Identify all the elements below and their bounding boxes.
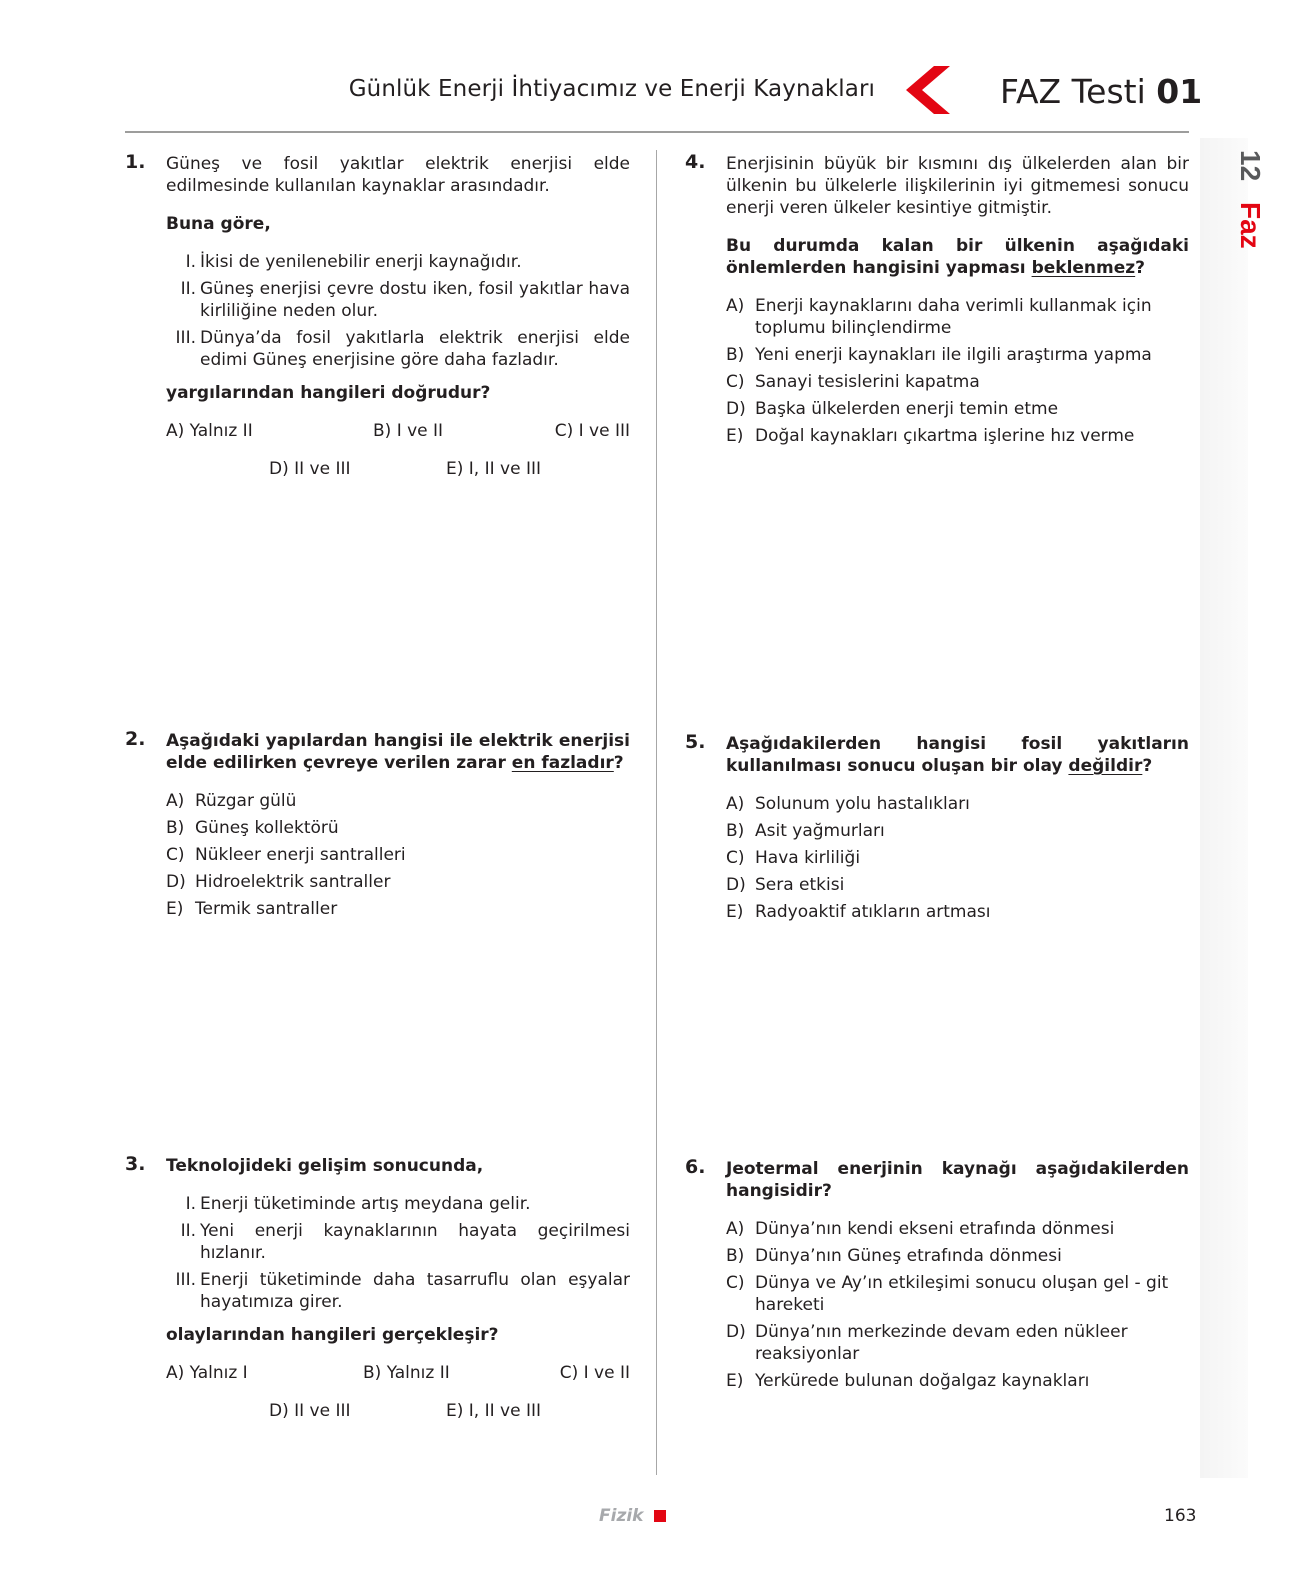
- statement-item: [166, 327, 630, 371]
- option-text: Yerkürede bulunan doğalgaz kaynakları: [755, 1371, 1090, 1391]
- question-5: [726, 733, 1189, 928]
- question-4-options: [726, 295, 1189, 447]
- option-letter: A): [726, 296, 745, 316]
- option-letter: C): [726, 848, 745, 868]
- option-item[interactable]: [726, 1245, 1189, 1267]
- option-b[interactable]: B) I ve II: [373, 421, 444, 441]
- question-6-stem: Jeotermal enerjinin kaynağı aşağıdakilerden hangisidir?: [726, 1159, 1189, 1201]
- statement-numeral: I.: [185, 252, 196, 272]
- question-1-prompt: yargılarından hangileri doğrudur?: [166, 383, 491, 403]
- option-letter: B): [166, 818, 185, 838]
- option-text: Başka ülkelerden enerji temin etme: [755, 399, 1059, 419]
- side-tab-label: [1197, 142, 1266, 272]
- option-item[interactable]: [726, 847, 1189, 869]
- side-band: [1200, 138, 1248, 1478]
- question-4-stem: Enerjisinin büyük bir kısmını dış ülkelerden alan bir ülkenin bu ülkelerle ilişkilerinin iyi gitmemesi sonucu enerji veren ülkeler kesintiye gitmiştir.: [726, 154, 1189, 218]
- option-letter: A): [166, 791, 185, 811]
- question-3-options-row-2: [166, 1400, 630, 1422]
- question-2-stem-end: ?: [613, 753, 624, 773]
- question-3-number: 3.: [125, 1153, 146, 1175]
- option-item[interactable]: [166, 871, 630, 893]
- statement-numeral: II.: [180, 279, 196, 299]
- option-letter: C): [726, 1273, 745, 1293]
- option-item[interactable]: [726, 901, 1189, 923]
- question-5-stem-end: ?: [1142, 756, 1153, 776]
- option-text: Sanayi tesislerini kapatma: [755, 372, 980, 392]
- test-label: [1000, 72, 1202, 111]
- question-1-statements: [166, 251, 630, 371]
- question-2-emphasis: en fazladır: [511, 753, 614, 773]
- option-item[interactable]: [726, 295, 1189, 339]
- question-3-lead: Teknolojideki gelişim sonucunda,: [166, 1156, 484, 1176]
- option-letter: E): [726, 1371, 744, 1391]
- option-letter: B): [726, 1246, 745, 1266]
- option-item[interactable]: [166, 817, 630, 839]
- question-2: [166, 730, 630, 925]
- column-divider: [656, 150, 657, 1475]
- option-text: Güneş kollektörü: [195, 818, 339, 838]
- question-2-number: 2.: [125, 728, 146, 750]
- option-item[interactable]: [166, 790, 630, 812]
- option-item[interactable]: [726, 371, 1189, 393]
- option-text: Asit yağmurları: [755, 821, 885, 841]
- option-item[interactable]: [726, 793, 1189, 815]
- question-1-number: 1.: [125, 151, 146, 173]
- option-item[interactable]: [726, 398, 1189, 420]
- header-divider: [125, 131, 1189, 133]
- option-letter: D): [726, 1322, 746, 1342]
- option-text: Doğal kaynakları çıkartma işlerine hız verme: [755, 426, 1135, 446]
- question-4-emphasis: beklenmez: [1031, 258, 1136, 278]
- option-item[interactable]: [726, 1321, 1189, 1365]
- side-tab-brand: Faz: [1235, 202, 1266, 249]
- option-text: Dünya’nın kendi ekseni etrafında dönmesi: [755, 1219, 1115, 1239]
- statement-text: Güneş enerjisi çevre dostu iken, fosil yakıtlar hava kirliliğine neden olur.: [200, 279, 630, 321]
- option-letter: B): [726, 345, 745, 365]
- statement-numeral: II.: [180, 1221, 196, 1241]
- statement-text: Dünya’da fosil yakıtlarla elektrik enerjisi elde edimi Güneş enerjisine göre daha fazladır.: [200, 328, 630, 370]
- statement-numeral: III.: [175, 1270, 196, 1290]
- statement-text: Enerji tüketiminde daha tasarruflu olan eşyalar hayatımıza girer.: [200, 1270, 630, 1312]
- question-4-prompt-end: ?: [1135, 258, 1146, 278]
- option-text: Radyoaktif atıkların artması: [755, 902, 991, 922]
- option-text: Dünya ve Ay’ın etkileşimi sonucu oluşan gel - git hareketi: [755, 1273, 1169, 1315]
- question-3: [166, 1155, 630, 1422]
- question-3-statements: [166, 1193, 630, 1313]
- option-text: Nükleer enerji santralleri: [195, 845, 406, 865]
- option-item[interactable]: [166, 898, 630, 920]
- option-letter: C): [726, 372, 745, 392]
- option-text: Sera etkisi: [755, 875, 845, 895]
- option-letter: C): [166, 845, 185, 865]
- statement-text: Yeni enerji kaynaklarının hayata geçirilmesi hızlanır.: [200, 1221, 630, 1263]
- question-3-prompt: olaylarından hangileri gerçekleşir?: [166, 1325, 499, 1345]
- option-text: Termik santraller: [195, 899, 338, 919]
- question-2-stem: [166, 730, 630, 774]
- option-text: Dünya’nın Güneş etrafında dönmesi: [755, 1246, 1062, 1266]
- statement-item: [166, 1220, 630, 1264]
- option-item[interactable]: [726, 344, 1189, 366]
- question-1-options-row-2: [166, 458, 630, 480]
- option-item[interactable]: [726, 425, 1189, 447]
- statement-text: Enerji tüketiminde artış meydana gelir.: [200, 1194, 531, 1214]
- option-item[interactable]: [726, 1218, 1189, 1240]
- option-letter: D): [726, 399, 746, 419]
- option-letter: D): [166, 872, 186, 892]
- option-item[interactable]: [166, 844, 630, 866]
- option-item[interactable]: [726, 874, 1189, 896]
- option-c[interactable]: C) I ve III: [554, 421, 630, 441]
- question-5-number: 5.: [685, 731, 706, 753]
- chevron-left-icon: [906, 66, 950, 114]
- question-6-number: 6.: [685, 1156, 706, 1178]
- option-letter: E): [726, 902, 744, 922]
- question-1-lead: Buna göre,: [166, 214, 271, 234]
- question-5-emphasis: değildir: [1068, 756, 1143, 776]
- statement-item: [166, 251, 630, 273]
- footer-subject: Fizik: [599, 1506, 644, 1526]
- test-number: 01: [1156, 72, 1203, 111]
- option-e[interactable]: E) I, II ve III: [446, 1401, 541, 1421]
- question-2-stem-text: Aşağıdaki yapılardan hangisi ile elektrik enerjisi elde edilirken çevreye verilen zarar: [166, 731, 630, 773]
- option-letter: A): [726, 794, 745, 814]
- option-letter: D): [726, 875, 746, 895]
- option-text: Rüzgar gülü: [195, 791, 297, 811]
- option-letter: E): [726, 426, 744, 446]
- question-3-options-row-1: [166, 1362, 630, 1384]
- option-b[interactable]: B) Yalnız II: [363, 1363, 450, 1383]
- option-a[interactable]: A) Yalnız II: [166, 421, 253, 441]
- question-2-options: [166, 790, 630, 920]
- page-number: 163: [1164, 1506, 1197, 1526]
- option-item[interactable]: [726, 1370, 1189, 1392]
- footer-square-icon: [654, 1510, 666, 1522]
- statement-item: [166, 1193, 630, 1215]
- question-6: [726, 1158, 1189, 1397]
- option-a[interactable]: A) Yalnız I: [166, 1363, 248, 1383]
- page-header-title: Günlük Enerji İhtiyacımız ve Enerji Kaynakları: [348, 76, 875, 102]
- option-text: Dünya’nın merkezinde devam eden nükleer reaksiyonlar: [755, 1322, 1128, 1364]
- question-1-options-row-1: [166, 420, 630, 442]
- question-5-stem-text: Aşağıdakilerden hangisi fosil yakıtların kullanılması sonucu oluşan bir olay: [726, 734, 1189, 776]
- option-letter: B): [726, 821, 745, 841]
- option-c[interactable]: C) I ve II: [559, 1363, 630, 1383]
- question-6-options: [726, 1218, 1189, 1392]
- test-label-text: FAZ Testi: [1000, 72, 1146, 111]
- option-text: Enerji kaynaklarını daha verimli kullanmak için toplumu bilinçlendirme: [755, 296, 1152, 338]
- option-text: Solunum yolu hastalıkları: [755, 794, 970, 814]
- question-5-stem: [726, 733, 1189, 777]
- statement-text: İkisi de yenilenebilir enerji kaynağıdır.: [200, 252, 522, 272]
- statement-numeral: III.: [175, 328, 196, 348]
- question-4-prompt-text: Bu durumda kalan bir ülkenin aşağıdaki önlemlerden hangisini yapması: [726, 236, 1189, 278]
- option-text: Yeni enerji kaynakları ile ilgili araştırma yapma: [755, 345, 1152, 365]
- option-item[interactable]: [726, 1272, 1189, 1316]
- question-4: [726, 153, 1189, 452]
- option-e[interactable]: E) I, II ve III: [446, 459, 541, 479]
- question-4-number: 4.: [685, 151, 706, 173]
- question-5-options: [726, 793, 1189, 923]
- option-letter: E): [166, 899, 184, 919]
- question-1: [166, 153, 630, 480]
- side-tab-grade: 12: [1235, 150, 1266, 182]
- statement-numeral: I.: [185, 1194, 196, 1214]
- option-text: Hidroelektrik santraller: [195, 872, 391, 892]
- option-letter: A): [726, 1219, 745, 1239]
- statement-item: [166, 278, 630, 322]
- question-1-stem: Güneş ve fosil yakıtlar elektrik enerjisi elde edilmesinde kullanılan kaynaklar arasındadır.: [166, 154, 630, 196]
- option-text: Hava kirliliği: [755, 848, 861, 868]
- statement-item: [166, 1269, 630, 1313]
- option-d[interactable]: D) II ve III: [269, 459, 351, 479]
- option-item[interactable]: [726, 820, 1189, 842]
- option-d[interactable]: D) II ve III: [269, 1401, 351, 1421]
- question-4-prompt: [726, 235, 1189, 279]
